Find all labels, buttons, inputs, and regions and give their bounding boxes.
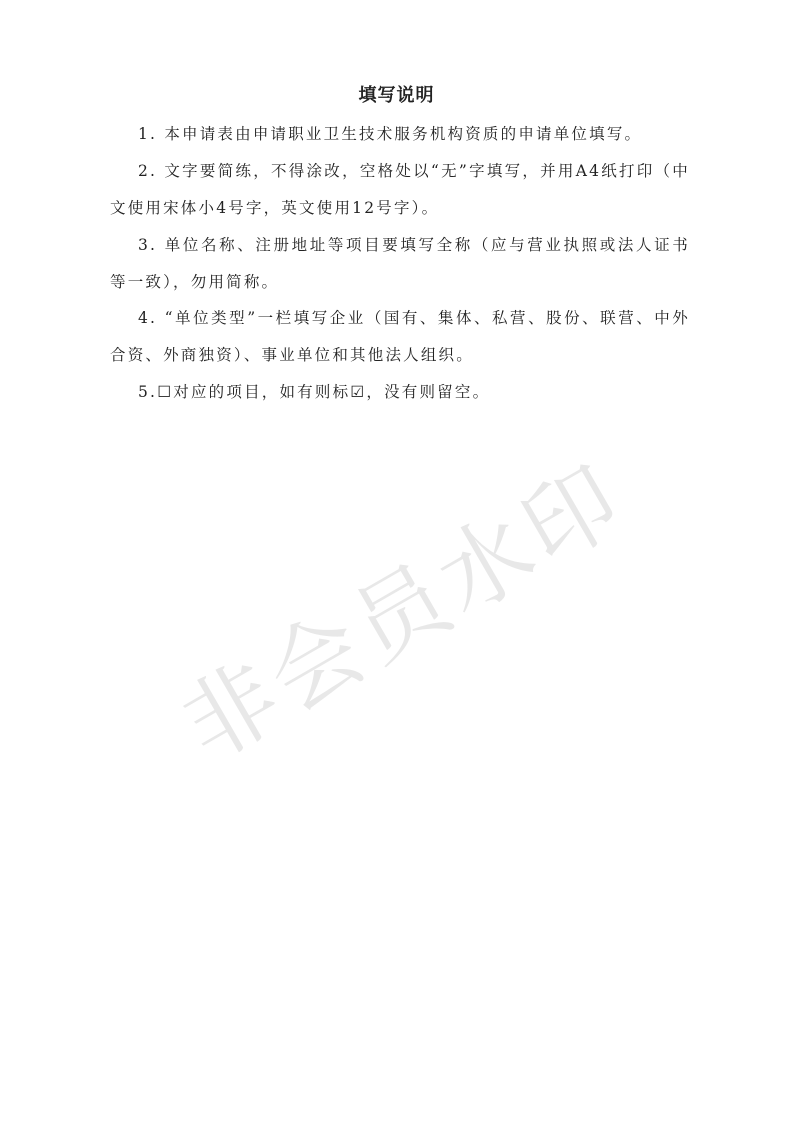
watermark: 非会员水印: [164, 443, 643, 782]
instruction-item-2: 2. 文字要简练，不得涂改，空格处以“无”字填写，并用A4纸打印（中文使用宋体小4号字，英文使用12号字）。: [110, 162, 690, 217]
instruction-item-3: 3. 单位名称、注册地址等项目要填写全称（应与营业执照或法人证书等一致），勿用简称。: [110, 236, 690, 291]
instruction-item-1: 1. 本申请表由申请职业卫生技术服务机构资质的申请单位填写。: [138, 125, 643, 143]
instruction-item-5: 5.☐对应的项目，如有则标☑，没有则留空。: [138, 383, 491, 401]
document-title: 填写说明: [358, 85, 435, 106]
instruction-item-4: 4. “单位类型”一栏填写企业（国有、集体、私营、股份、联营、中外合资、外商独资）、事业单位和其他法人组织。: [110, 309, 690, 364]
